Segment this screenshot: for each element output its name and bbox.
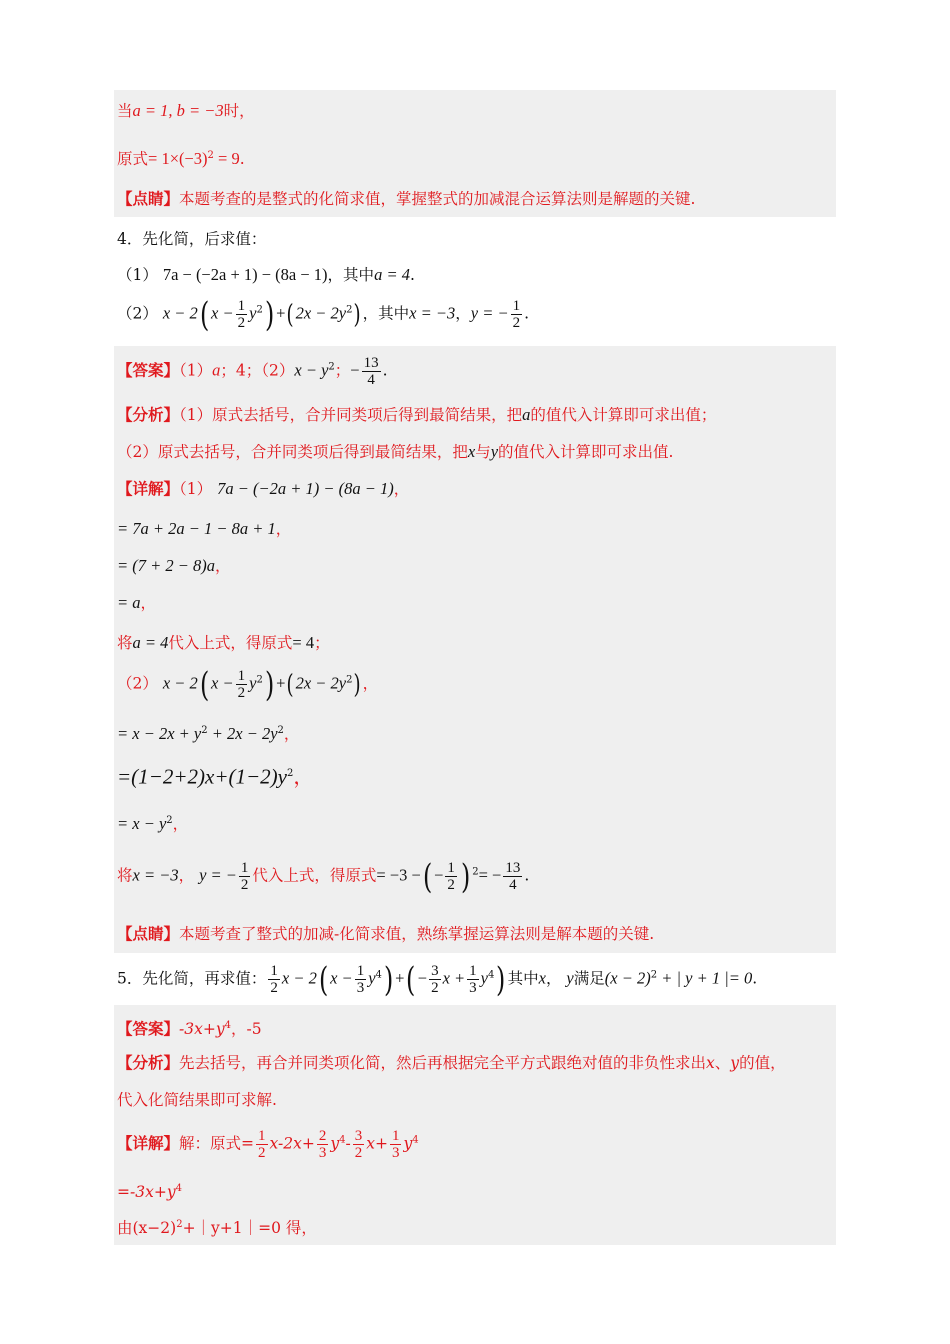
math: = 9: [213, 149, 240, 169]
text: 当: [117, 102, 133, 120]
math: = 1×(−3): [148, 149, 208, 169]
q4-detail-4: = a，: [117, 593, 157, 612]
q4-detail-2: = 7a + 2a − 1 − 8a + 1，: [117, 519, 292, 538]
text: 本题考查的是整式的化简求值，掌握整式的加减混合运算法则是解题的关键.: [179, 190, 696, 208]
text: 原式: [117, 150, 149, 169]
text: .: [239, 150, 245, 169]
math: 2x − 2y: [295, 303, 347, 323]
q5-analysis-1: 【分析】先去括号，再合并同类项化简，然后再根据完全平方式跟绝对值的非负性求出x、y的值，: [117, 1053, 786, 1072]
tag: 【点睛】: [117, 189, 180, 208]
tag: 【分析】: [117, 405, 180, 424]
fraction: $\frac{1}{2}$: [512, 298, 521, 331]
top-line-3: [117, 188, 695, 210]
text: .: [524, 304, 530, 323]
q4-part1: [117, 264, 415, 286]
q4-part2: （2） x − 2( x − $\frac{1}{2}$ $y^2) +(2x - 2y^2)$，其中x = −3，y = − $\frac{1}{2}$ .: [117, 294, 530, 335]
text: （1）: [117, 266, 158, 284]
text: 4．先化简，后求值：: [117, 230, 267, 248]
top-line-1: [117, 100, 255, 122]
math: 7a − (−2a + 1) − (8a − 1): [162, 265, 328, 284]
math: a = 4: [374, 265, 410, 284]
tag: 【答案】: [117, 1019, 180, 1039]
math: x − 2: [162, 303, 198, 323]
shade-q5: [114, 1005, 836, 1245]
q4-detail-1: 【详解】（1） 7a − (−2a + 1) − (8a − 1)，: [117, 479, 410, 498]
q4-note: 【点睛】本题考查了整式的加减-化简求值，熟练掌握运算法则是解本题的关键.: [117, 924, 655, 943]
text: ，: [455, 304, 471, 323]
text: （2）: [117, 304, 158, 323]
fraction: $\frac{1}{2}$: [237, 298, 246, 331]
q4-answer: 【答案】（1）a；4；$(2)x - y^2$；− $\frac{13}{4}$ .: [117, 355, 388, 388]
sup: 2: [207, 150, 214, 161]
q5-title: 5．先化简，再求值： $\frac{1}{2}$ x − 2( x − $\frac{1}{3}$ $y^4$) +( − $\frac{3}{2}$ x + $\frac{1}{3}$ $y^4$) 其中x， y满足$(x - 2)^2$ + | y + 1 |= 0.: [117, 959, 758, 1000]
q5-detail-3: 由$(x-2)^2+|y+1|=0$ 得，: [117, 1219, 317, 1238]
tag: 【答案】: [117, 360, 180, 380]
q4-detail-6: （2） x − 2( x − $\frac{1}{2}$ $y^2) +(2x - 2y^2)$，: [117, 664, 379, 705]
math: x = −3: [409, 303, 456, 323]
text: .: [409, 266, 415, 284]
q5-detail-2: $=-3x+y^4$: [117, 1183, 182, 1202]
q5-analysis-2: 代入化简结果即可求解.: [117, 1091, 277, 1109]
tag: 【分析】: [117, 1053, 180, 1072]
q4-detail-3: = (7 + 2 − 8)a，: [117, 556, 231, 575]
q4-detail-9: = $x - y^2$，: [117, 814, 189, 834]
q5-detail-1: 【详解】解：原式= $\frac{1}{2}$ x-2x+ $\frac{2}{3}$ $y^4-$ $\frac{3}{2}$ x+ $\frac{1}{3}$ $y^4$: [117, 1128, 419, 1161]
q4-analysis-1: 【分析】（1）原式去括号，合并同类项后得到最简结果，把a的值代入计算即可求出值；: [117, 405, 717, 424]
math: y = −: [470, 303, 509, 323]
q4-detail-10: 将x = −3， y = − $\frac{1}{2}$ 代入上式，得原式= −3 −( − $\frac{1}{2}$ ) $^2$= − $\frac{13}{4}$ .: [117, 856, 530, 897]
q4-title: [117, 228, 266, 250]
q4-detail-5: 将a = 4代入上式，得原式= 4；: [117, 633, 330, 652]
top-line-2: [117, 145, 245, 170]
tag: 【详解】: [117, 479, 180, 498]
text: ，其中: [327, 266, 375, 284]
math: a = 1, b = −3: [132, 101, 224, 120]
text: 时，: [223, 102, 255, 120]
tag: 【详解】: [117, 1133, 180, 1153]
q4-detail-7: = $x - 2x + y^2 + 2x - 2y^2$，: [117, 724, 300, 744]
fraction: $\frac{13}{4}$: [363, 355, 379, 388]
text: ，其中: [362, 304, 410, 323]
math: x −: [211, 303, 234, 323]
q4-analysis-2: （2）原式去括号，合并同类项后得到最简结果，把x与y的值代入计算即可求出值.: [117, 442, 674, 461]
tag: 【点睛】: [117, 924, 180, 943]
math: +: [276, 303, 286, 323]
math: y: [249, 303, 257, 323]
q5-answer: 【答案】$-3x+y^4$，-5: [117, 1019, 262, 1039]
q4-detail-8: $=(1-2+2)x+(1-2)y^2$，: [117, 764, 314, 789]
